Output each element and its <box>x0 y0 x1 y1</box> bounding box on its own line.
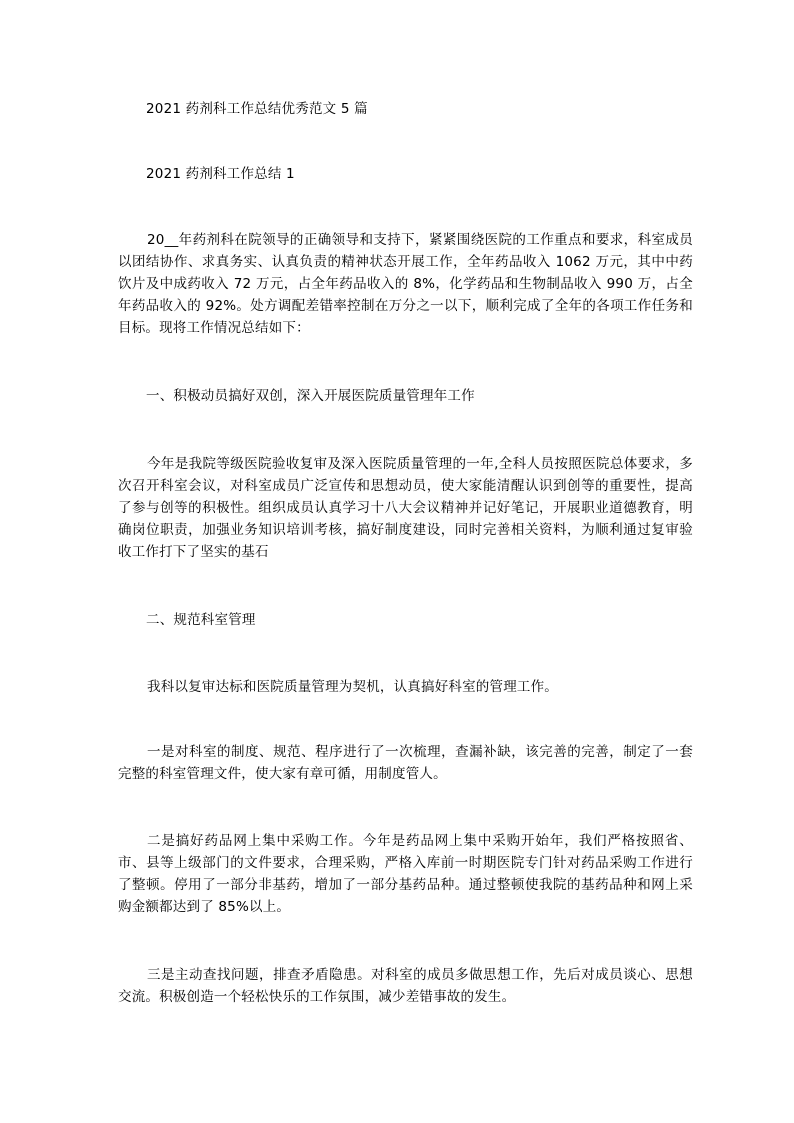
document-subtitle: 2021 药剂科工作总结 1 <box>146 166 295 182</box>
document-title: 2021 药剂科工作总结优秀范文 5 篇 <box>146 101 368 117</box>
section-2-item-3: 三是主动查找问题，排查矛盾隐患。对科室的成员多做思想工作，先后对成员谈心、思想交流。积极创造一个轻松快乐的工作氛围，减少差错事故的发生。 <box>118 967 693 1005</box>
section-2-item-2: 二是搞好药品网上集中采购工作。今年是药品网上集中采购开始年，我们严格按照省、市、县等上级部门的文件要求，合理采购，严格入库前一时期医院专门针对药品采购工作进行了整顿。停用了一部分非基药，增加了一部分基药品种。通过整顿使我院的基药品种和网上采购金额都达到了 85%以上。 <box>118 833 693 915</box>
intro-paragraph: 20__年药剂科在院领导的正确领导和支持下，紧紧围绕医院的工作重点和要求，科室成员以团结协作、求真务实、认真负责的精神状态开展工作，全年药品收入 1062 万元，其中中药饮片及中成药收入 72 万元，占全年药品收入的 8%，化学药品和生物制品收入 990 万，占全年药品收入的 92%。处方调配差错率控制在万分之一以下，顺利完成了全年的各项工作任务和目标。现将工作情况总结如下： <box>118 232 693 336</box>
section-2-item-1: 一是对科室的制度、规范、程序进行了一次梳理，查漏补缺，该完善的完善，制定了一套完整的科室管理文件，使大家有章可循，用制度管人。 <box>118 744 693 782</box>
section-2-heading: 二、规范科室管理 <box>146 612 256 628</box>
section-2-intro: 我科以复审达标和医院质量管理为契机，认真搞好科室的管理工作。 <box>147 679 558 695</box>
section-1-heading: 一、积极动员搞好双创，深入开展医院质量管理年工作 <box>146 388 475 404</box>
section-1-body: 今年是我院等级医院验收复审及深入医院质量管理的一年,全科人员按照医院总体要求，多次召开科室会议，对科室成员广泛宣传和思想动员，使大家能清醒认识到创等的重要性，提高了参与创等的积极性。组织成员认真学习十八大会议精神并记好笔记，开展职业道德教育，明确岗位职责，加强业务知识培训考核，搞好制度建设，同时完善相关资料，为顺利通过复审验收工作打下了坚实的基石 <box>118 456 693 560</box>
